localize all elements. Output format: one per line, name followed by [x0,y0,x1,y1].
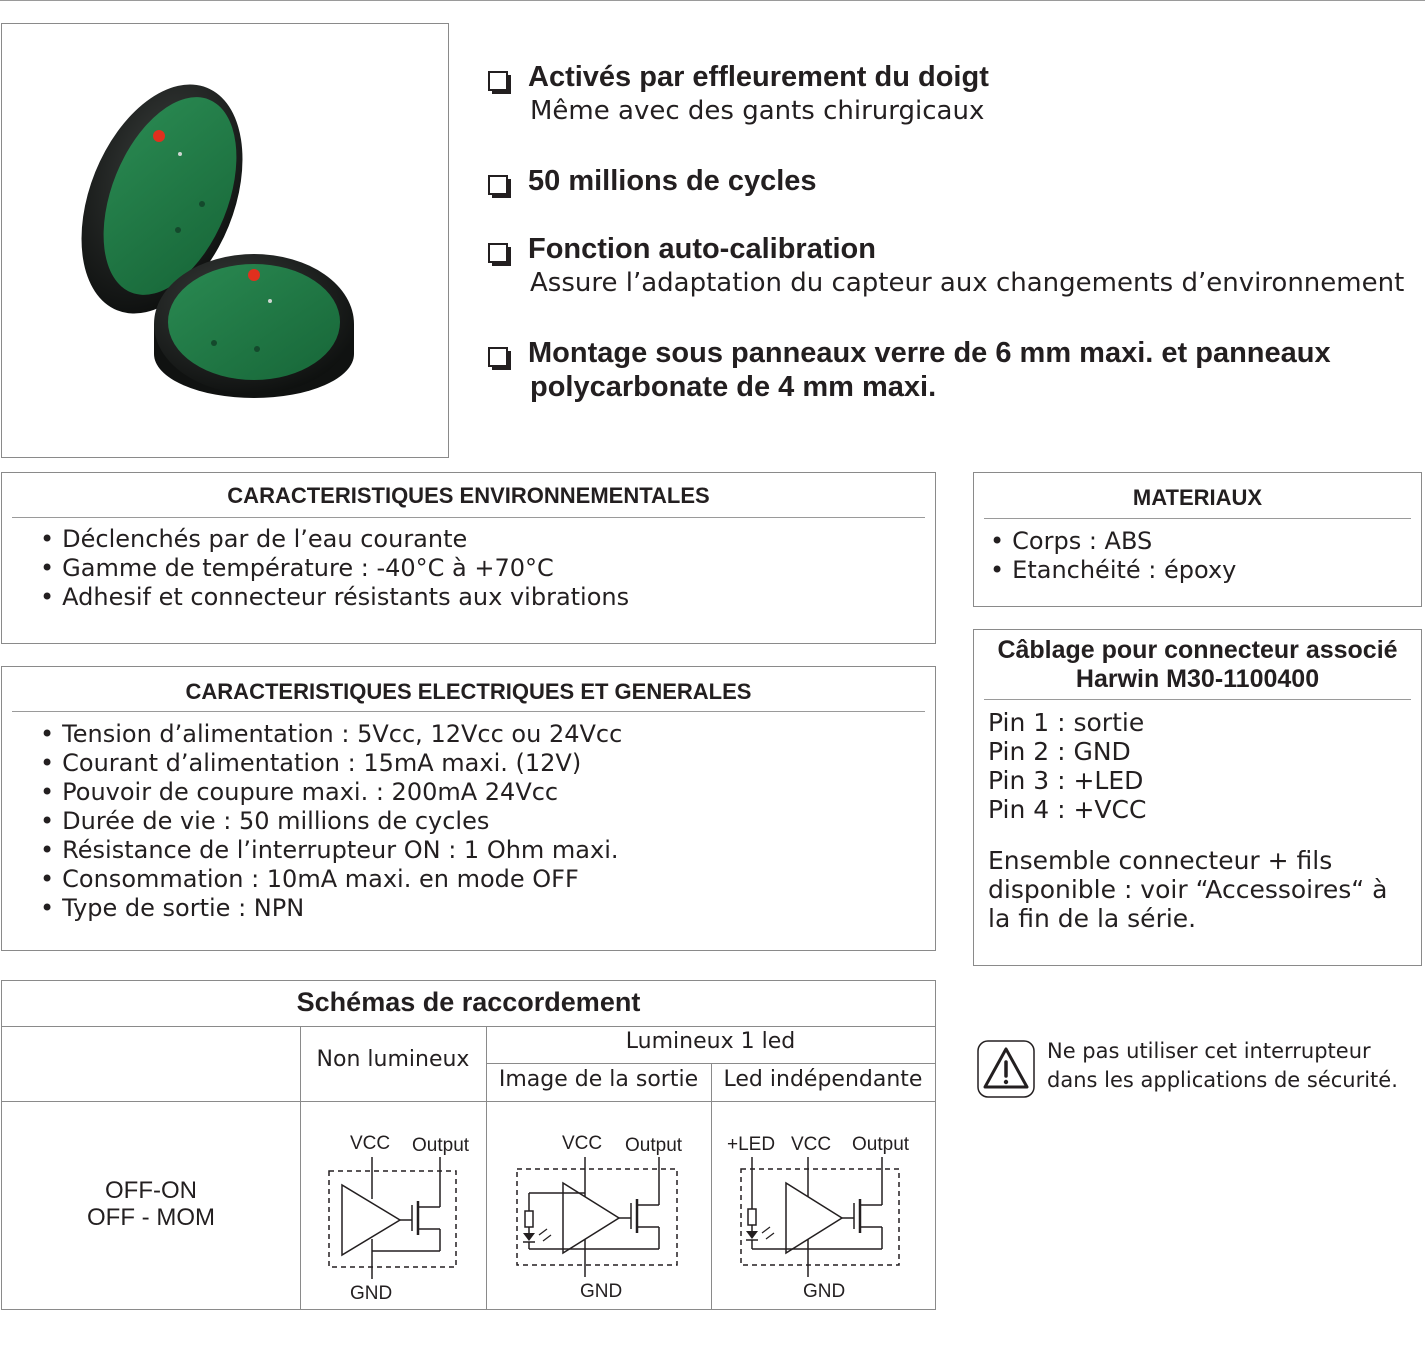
led-symbol [746,1231,758,1239]
warning-line: dans les applications de sécurité. [1047,1068,1398,1092]
checkbox-icon [488,347,508,367]
vcc-label: VCC [791,1134,832,1155]
list-item: • Adhesif et connecteur résistants aux vibrations [40,583,629,612]
feature-item [486,232,1404,300]
feature-item [486,336,1331,404]
feature-item [486,60,989,128]
header-image-sortie: Image de la sortie [498,1067,699,1092]
grid-line [486,1063,935,1064]
cabling-note: Ensemble connecteur + fils disponible : voir “Accessoires“ à la fin de la série. [988,846,1388,933]
warning-line: Ne pas utiliser cet interrupteur [1047,1039,1371,1063]
electrical-title: CARACTERISTIQUES ELECTRIQUES ET GENERALES [185,679,752,704]
checkbox-icon [488,175,508,195]
divider [12,517,925,518]
electrical-panel [1,666,936,951]
wiring-table [1,980,936,1310]
row-label-off-on: OFF-ON [105,1177,197,1204]
led-symbol [523,1233,535,1241]
list-item: • Déclenchés par de l’eau courante [40,525,629,554]
feature-subtitle: Assure l’adaptation du capteur aux changements d’environnement [530,268,1405,298]
resistor-symbol [525,1211,533,1227]
grid-line [2,1026,935,1027]
output-label: Output [625,1135,683,1156]
electrical-list [40,720,622,923]
cabling-title: Câblage pour connecteur associé [997,636,1398,664]
pin-list [988,708,1146,824]
product-photo [1,23,449,458]
feature-title: Activés par effleurement du doigt [528,61,989,93]
list-item: • Etanchéité : époxy [990,556,1236,585]
list-item: • Gamme de température : -40°C à +70°C [40,554,629,583]
output-label: Output [412,1135,470,1156]
header-lumineux: Lumineux 1 led [625,1029,796,1054]
module-outline [741,1169,899,1265]
amplifier-symbol [786,1183,842,1253]
list-item: • Tension d’alimentation : 5Vcc, 12Vcc ou 24Vcc [40,720,622,749]
environment-panel [1,472,936,644]
checkbox-icon [488,243,508,263]
gnd-label: GND [803,1281,846,1302]
materials-list [990,527,1236,585]
diagram-non-lumineux [312,1121,482,1306]
output-label: Output [852,1134,910,1155]
list-item: • Type de sortie : NPN [40,894,622,923]
divider [984,518,1411,519]
top-divider [0,0,1425,1]
cabling-panel [973,629,1422,966]
pin-item: Pin 3 : +LED [988,766,1144,795]
vcc-label: VCC [350,1133,391,1154]
list-item: • Durée de vie : 50 millions de cycles [40,807,622,836]
touch-switch-illustration [2,24,450,459]
divider [12,711,925,712]
gnd-label: GND [350,1283,393,1304]
resistor-symbol [748,1209,756,1225]
diagram-led-independante [724,1121,924,1306]
materials-panel [973,472,1422,607]
grid-line [2,1101,935,1102]
led-indicator [248,269,260,281]
feature-title: 50 millions de cycles [528,165,817,197]
module-outline [517,1169,677,1265]
pin-item: Pin 2 : GND [988,737,1131,766]
pin-item: Pin 4 : +VCC [988,795,1147,824]
divider [984,699,1411,700]
list-item: • Consommation : 10mA maxi. en mode OFF [40,865,622,894]
feature-title: Fonction auto-calibration [528,233,876,265]
wiring-table-title: Schémas de raccordement [296,987,641,1017]
feature-title-continued: polycarbonate de 4 mm maxi. [530,371,937,403]
list-item: • Résistance de l’interrupteur ON : 1 Ohm maxi. [40,836,622,865]
list-item: • Corps : ABS [990,527,1236,556]
list-item: • Courant d’alimentation : 15mA maxi. (12V) [40,749,622,778]
feature-item [486,164,817,198]
module-outline [329,1171,456,1267]
environment-list [40,525,629,612]
led-indicator [153,130,165,142]
list-item: • Pouvoir de coupure maxi. : 200mA 24Vcc [40,778,622,807]
warning-text [1047,1037,1398,1095]
feature-title: Montage sous panneaux verre de 6 mm maxi. et panneaux [528,337,1331,369]
front-switch [154,254,354,398]
materials-title: MATERIAUX [1132,485,1263,510]
safety-warning [977,1037,1417,1107]
row-label-off-mom: OFF - MOM [87,1204,215,1231]
header-non-lumineux: Non lumineux [316,1047,470,1072]
vcc-label: VCC [562,1133,603,1154]
warning-icon [977,1040,1035,1098]
pin-item: Pin 1 : sortie [988,708,1145,737]
environment-title: CARACTERISTIQUES ENVIRONNEMENTALES [227,483,710,508]
led-label: +LED [727,1134,776,1155]
checkbox-icon [488,71,508,91]
diagram-image-sortie [507,1121,697,1306]
gnd-label: GND [580,1281,623,1302]
cabling-connector-ref: Harwin M30-1100400 [1075,665,1320,693]
feature-subtitle: Même avec des gants chirurgicaux [530,96,985,126]
header-led-independante: Led indépendante [723,1067,923,1092]
amplifier-symbol [342,1185,400,1255]
grid-line [711,1063,712,1309]
